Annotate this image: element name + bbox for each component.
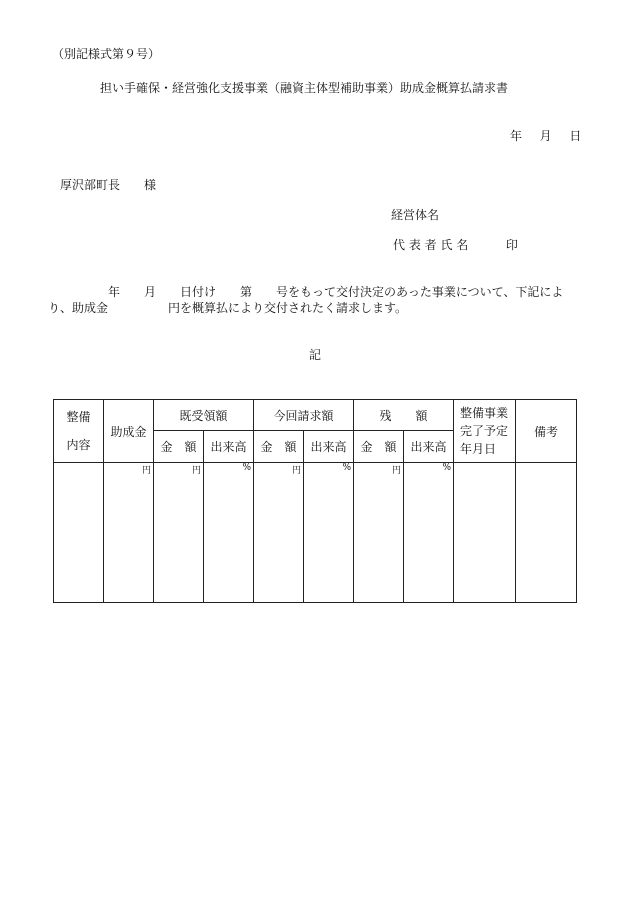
- ki-heading: 記: [309, 348, 322, 362]
- header-item: [54, 400, 104, 463]
- cell-remaining-yen: 円: [354, 463, 404, 603]
- header-remaining-amount: 金 額: [354, 431, 404, 463]
- cell-item: [54, 463, 104, 603]
- header-received-progress: 出来高: [204, 431, 254, 463]
- date-day: 日: [569, 129, 582, 143]
- header-item-bottom: 内容: [66, 438, 91, 452]
- paragraph-line-2: り、助成金 円を概算払により交付されたく請求します。: [48, 301, 408, 315]
- addressee: 厚沢部町長 様: [60, 178, 157, 192]
- header-remarks: 備考: [516, 400, 577, 463]
- seal-mark: 印: [505, 238, 518, 252]
- header-current: 今回請求額: [254, 400, 354, 431]
- header-remaining-progress: 出来高: [404, 431, 454, 463]
- org-name-label: 経営体名: [391, 208, 440, 222]
- header-completion: [454, 400, 516, 463]
- date-line: [510, 127, 581, 144]
- header-received-amount: 金 額: [154, 431, 204, 463]
- header-current-progress: 出来高: [304, 431, 354, 463]
- header-remaining: 残 額: [354, 400, 454, 431]
- claim-table: [53, 399, 577, 603]
- header-subsidy: 助成金: [104, 400, 154, 463]
- cell-subsidy-yen: 円: [104, 463, 154, 603]
- cell-remaining-pct: %: [404, 463, 454, 603]
- cell-completion: [454, 463, 516, 603]
- date-year: 年: [510, 129, 523, 143]
- header-item-top: 整備: [66, 410, 91, 424]
- header-completion-1: 整備事業: [460, 406, 509, 420]
- header-current-amount: 金 額: [254, 431, 304, 463]
- cell-current-yen: 円: [254, 463, 304, 603]
- cell-received-pct: %: [204, 463, 254, 603]
- cell-current-pct: %: [304, 463, 354, 603]
- representative-line: [393, 236, 518, 253]
- paragraph-line-1: 年 月 日付け 第 号をもって交付決定のあった事業について、下記によ: [48, 285, 564, 299]
- cell-received-yen: 円: [154, 463, 204, 603]
- header-received: 既受領額: [154, 400, 254, 431]
- representative-label: 代 表 者 氏 名: [393, 238, 469, 252]
- form-number: （別記様式第９号）: [52, 47, 161, 61]
- header-completion-3: 年月日: [460, 442, 497, 456]
- header-completion-2: 完了予定: [460, 424, 509, 438]
- request-paragraph: [48, 284, 588, 316]
- cell-remarks: [516, 463, 577, 603]
- date-month: 月: [539, 129, 552, 143]
- document-title: 担い手確保・経営強化支援事業（融資主体型補助事業）助成金概算払請求書: [100, 81, 509, 95]
